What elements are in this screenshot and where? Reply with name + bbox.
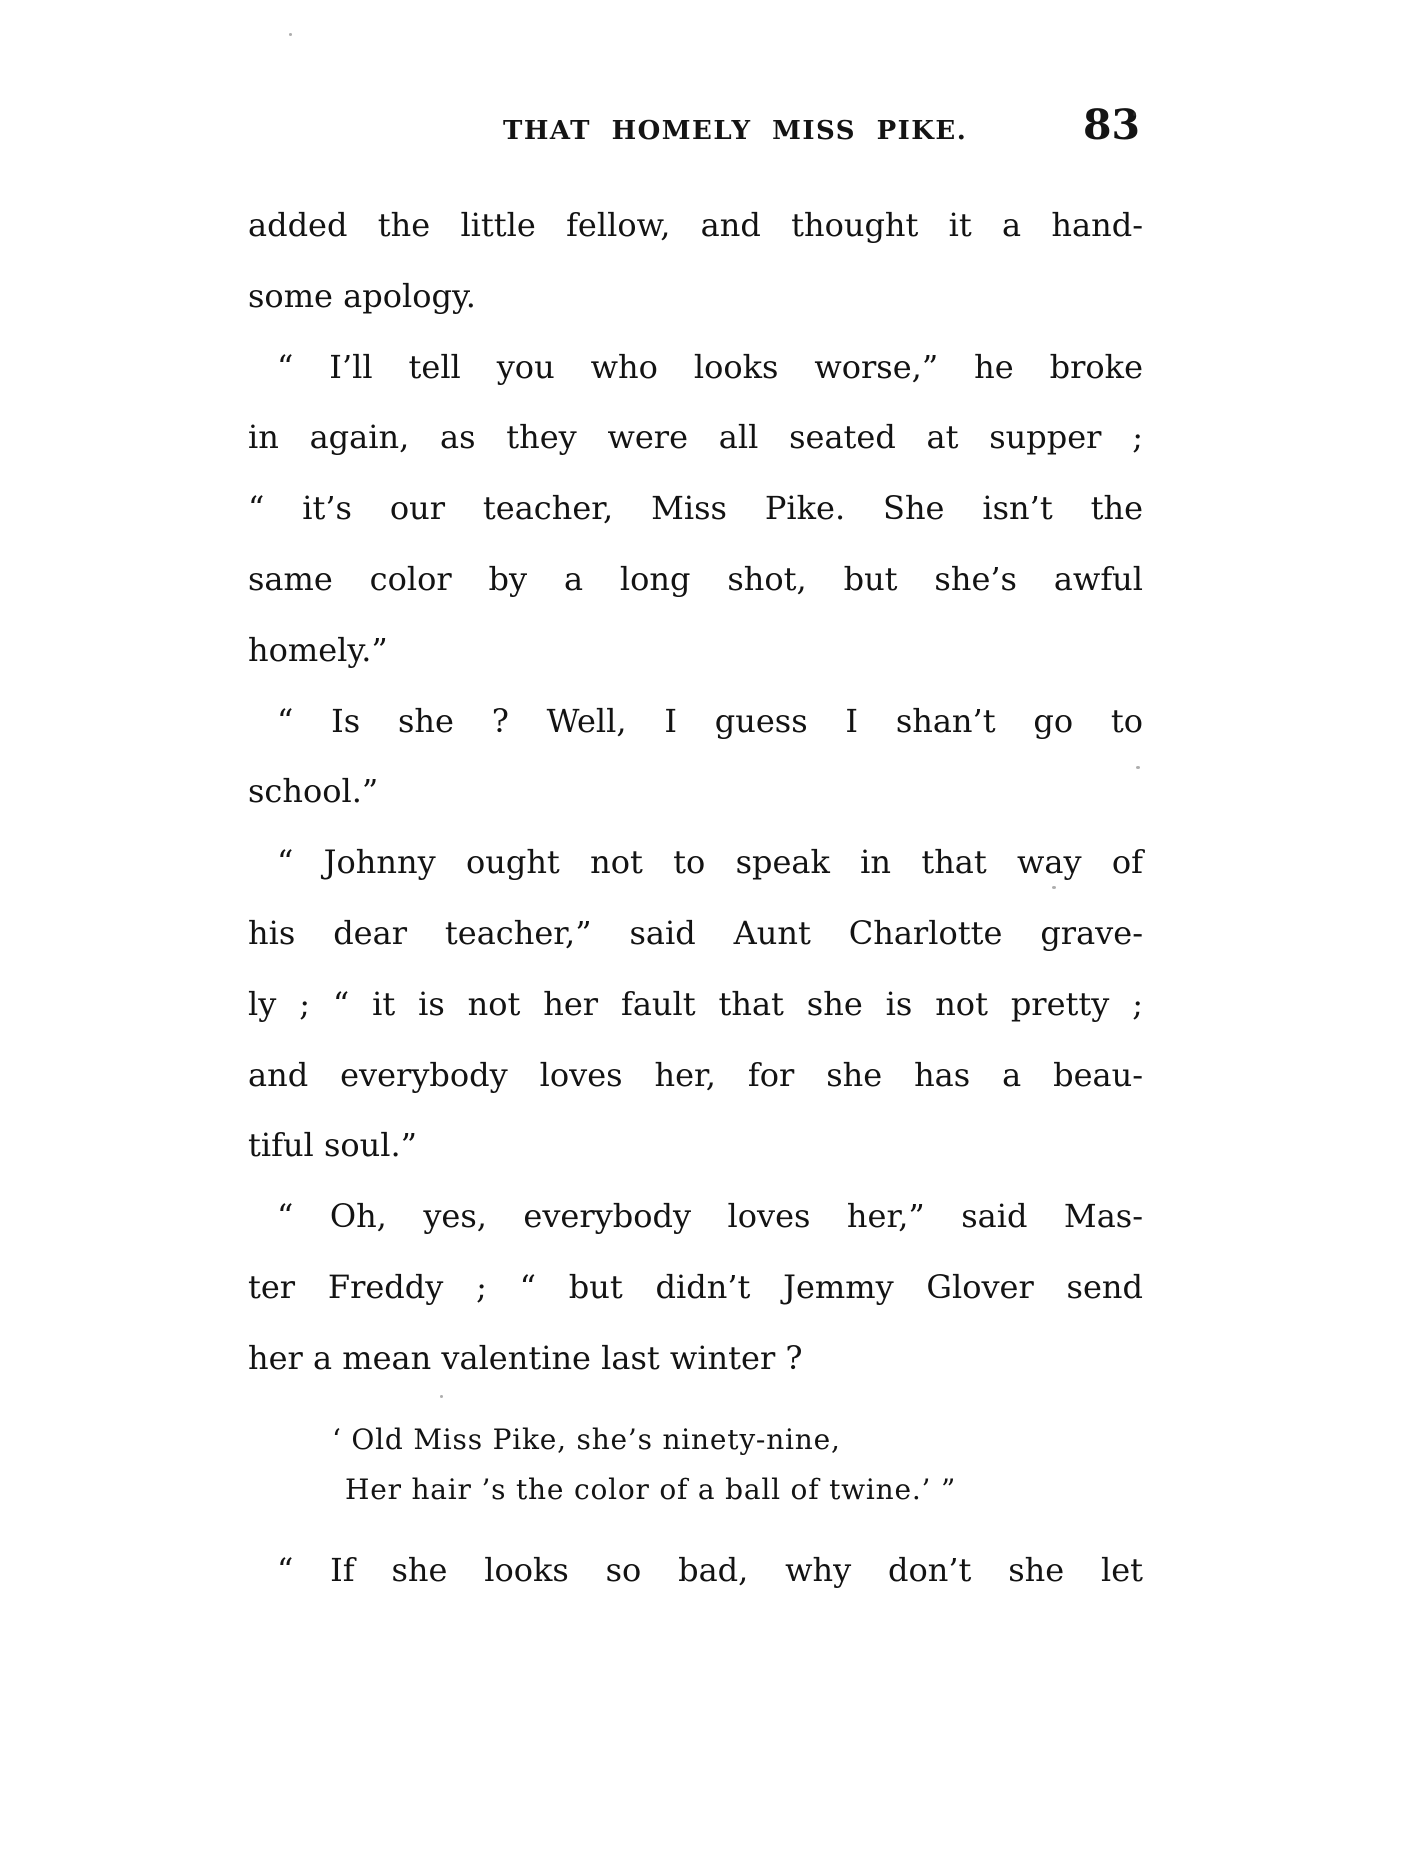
body-line: her a mean valentine last winter ? [248,1339,803,1377]
body-line: school.” [248,772,379,810]
running-title: THAT HOMELY MISS PIKE. [503,116,968,146]
scan-speck [289,33,292,36]
body-line: ly ; “ it is not her fault that she is not pretty ; [248,985,1143,1023]
body-line: same color by a long shot, but she’s awful [248,560,1143,598]
page-number: 83 [1083,101,1141,149]
body-line: in again, as they were all seated at supper ; [248,418,1143,456]
body-line: “ If she looks so bad, why don’t she let [277,1551,1143,1589]
body-line: homely.” [248,631,388,669]
body-line: tiful soul.” [248,1126,418,1164]
body-line: and everybody loves her, for she has a beau- [248,1056,1143,1094]
body-line: his dear teacher,” said Aunt Charlotte grave- [248,914,1143,952]
body-line: some apology. [248,277,476,315]
body-line: “ I’ll tell you who looks worse,” he broke [277,348,1143,386]
body-line: added the little fellow, and thought it a hand- [248,206,1143,244]
scan-speck [1133,112,1136,116]
scan-speck [440,1395,443,1398]
body-line: “ Is she ? Well, I guess I shan’t go to [277,702,1143,740]
scan-speck [1136,766,1140,769]
scan-speck [1052,886,1056,889]
body-line: “ Oh, yes, everybody loves her,” said Mas- [277,1197,1143,1235]
body-line: “ it’s our teacher, Miss Pike. She isn’t the [248,489,1143,527]
body-line: ter Freddy ; “ but didn’t Jemmy Glover send [248,1268,1143,1306]
verse-line: Her hair ’s the color of a ball of twine.’ ” [345,1473,957,1506]
verse-line: ‘ Old Miss Pike, she’s ninety-nine, [332,1423,841,1456]
body-line: “ Johnny ought not to speak in that way of [277,843,1143,881]
